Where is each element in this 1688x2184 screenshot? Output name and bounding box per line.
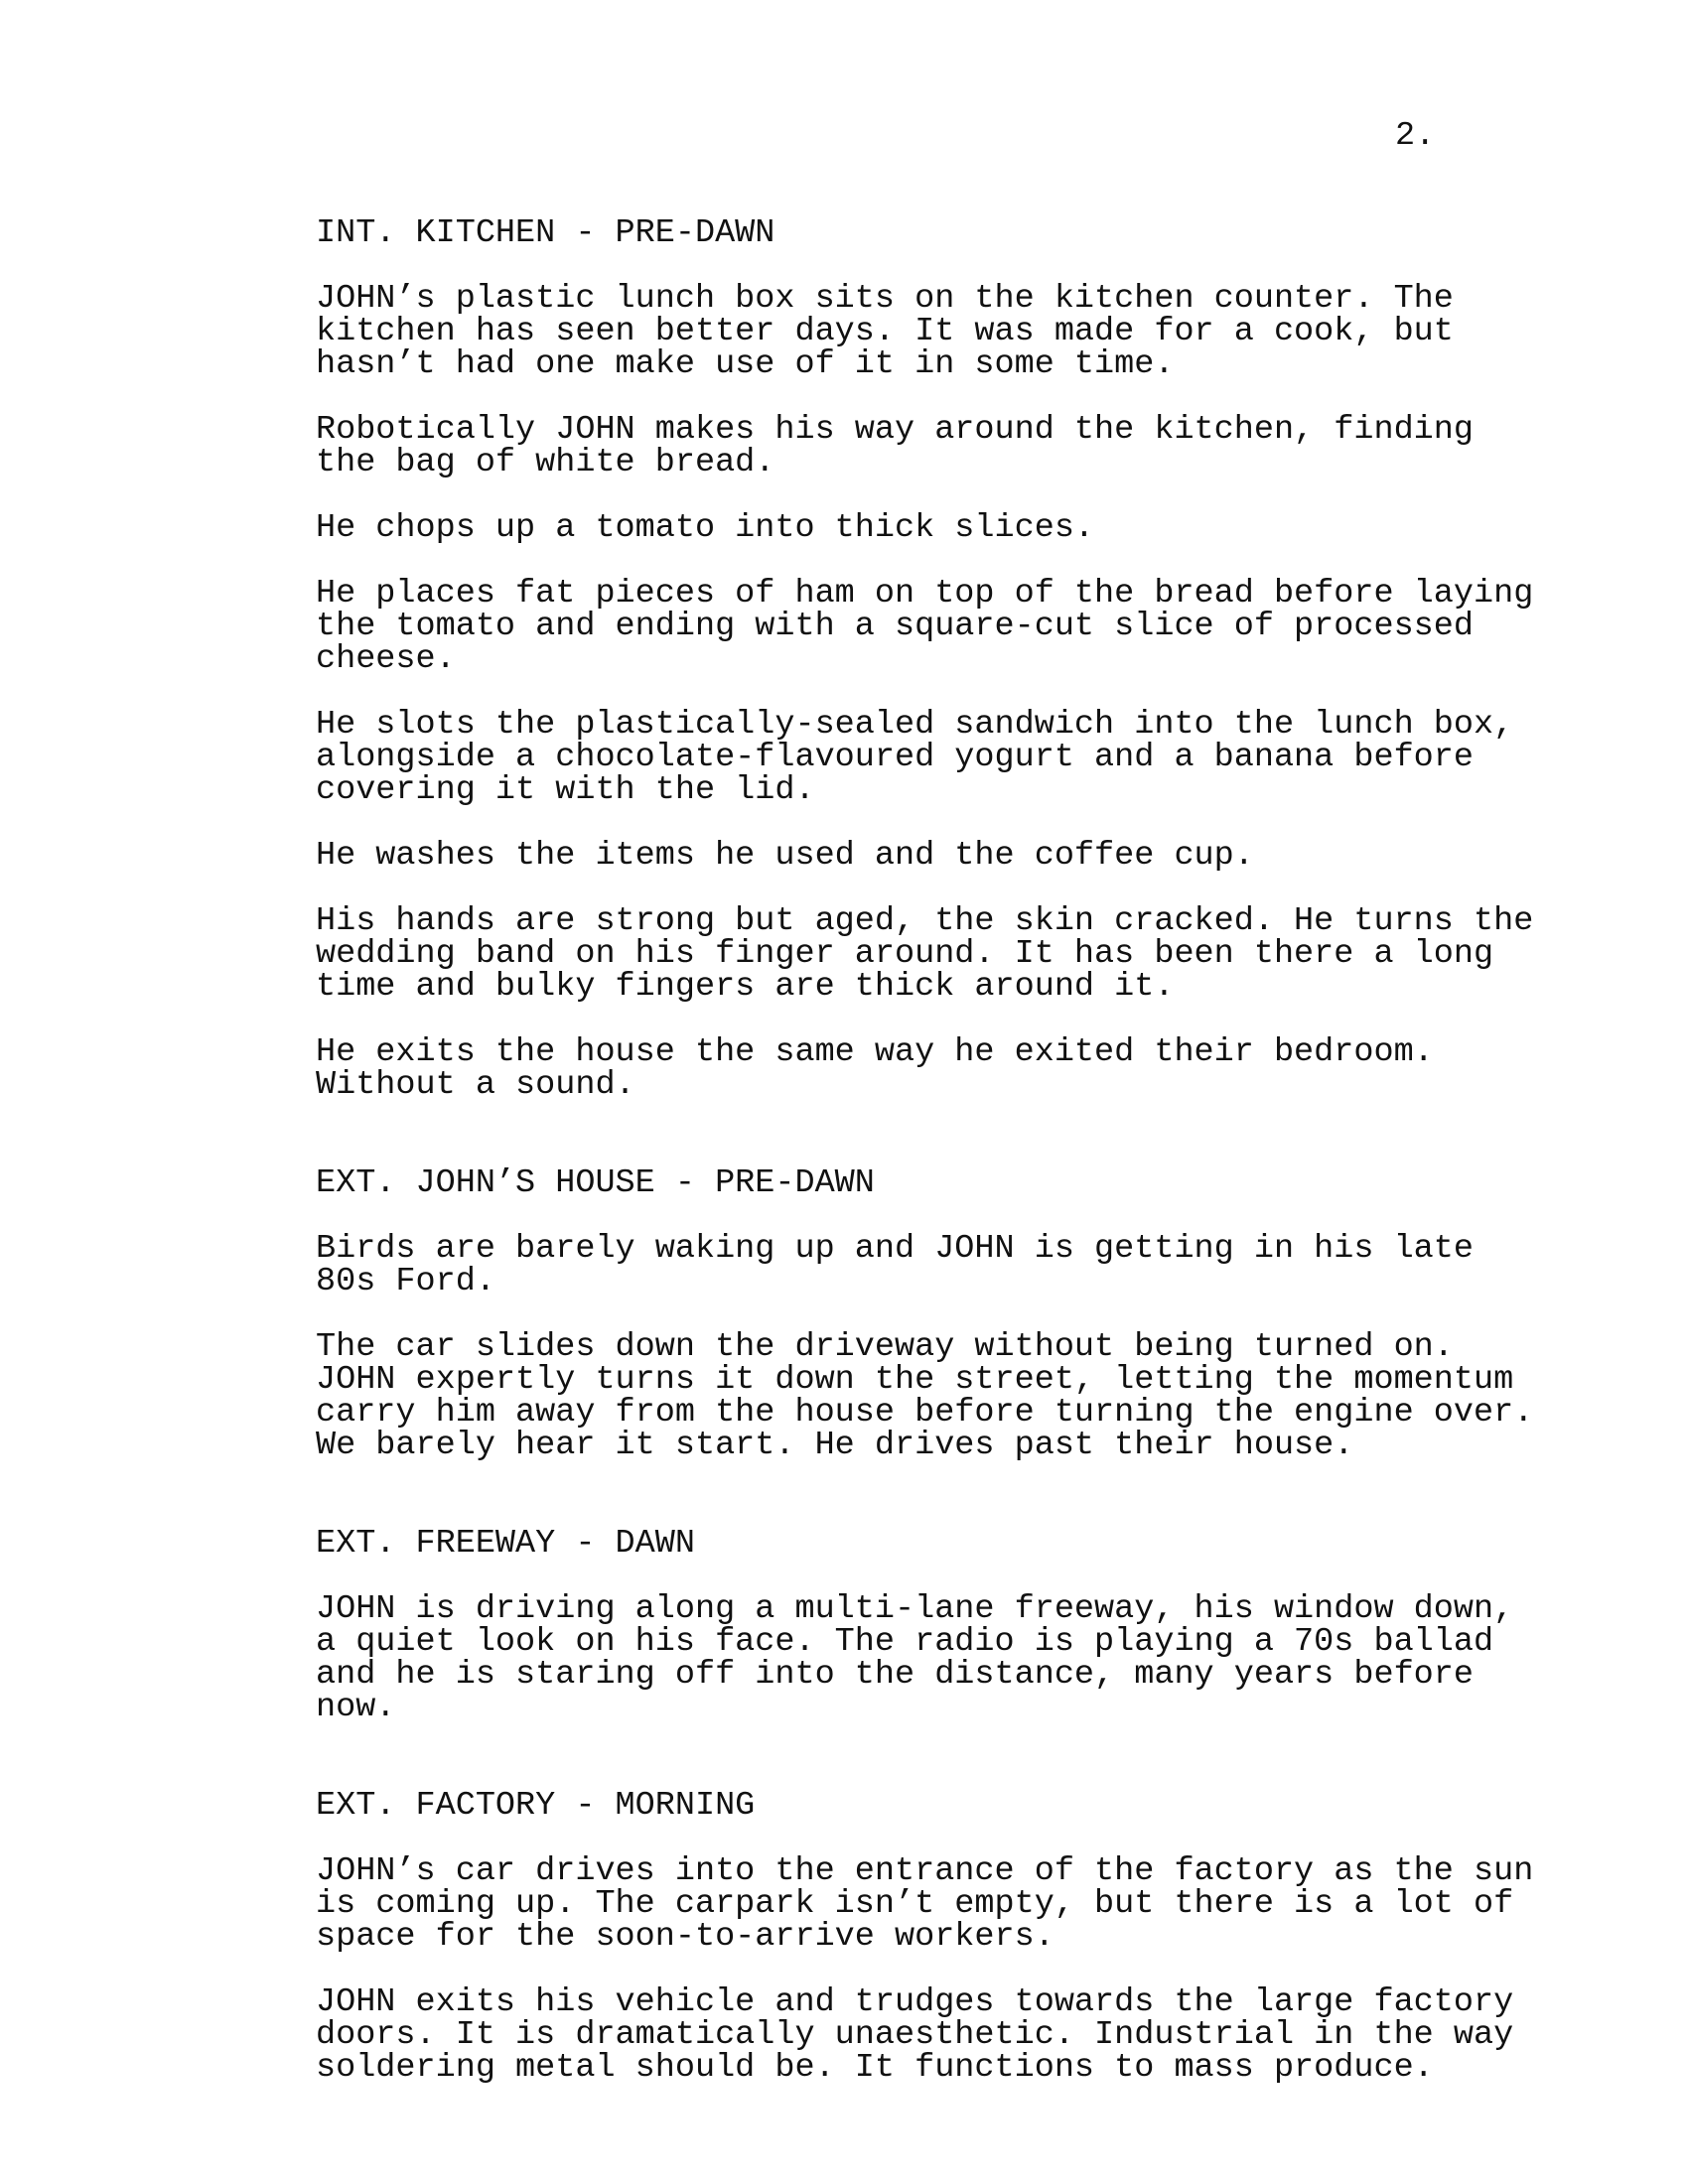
action-line: JOHN expertly turns it down the street, letting the momentum — [316, 1361, 1514, 1399]
action-paragraph — [316, 1590, 1514, 1726]
action-line: covering it with the lid. — [316, 771, 815, 809]
action-line: soldering metal should be. It functions to mass produce. — [316, 2049, 1434, 2087]
action-line: kitchen has seen better days. It was made for a cook, but — [316, 313, 1454, 350]
action-line: He washes the items he used and the coffee cup. — [316, 837, 1254, 875]
action-line: JOHN exits his vehicle and trudges towards the large factory — [316, 1983, 1514, 2021]
action-line: Without a sound. — [316, 1066, 635, 1104]
action-line: Birds are barely waking up and JOHN is getting in his late — [316, 1230, 1474, 1268]
action-line: cheese. — [316, 640, 456, 678]
action-paragraph — [316, 1033, 1507, 1104]
action-line: the tomato and ending with a square-cut slice of processed — [316, 608, 1474, 645]
action-paragraph — [316, 575, 1534, 678]
script-body — [316, 214, 1534, 2087]
action-line: The car slides down the driveway without being turned on. — [316, 1328, 1454, 1366]
action-line: He places fat pieces of ham on top of the bread before laying — [316, 575, 1534, 613]
action-line: alongside a chocolate-flavoured yogurt and a banana before — [316, 739, 1474, 776]
scene-heading: EXT. FACTORY - MORNING — [316, 1787, 756, 1825]
action-line: space for the soon-to-arrive workers. — [316, 1918, 1055, 1956]
action-paragraph — [316, 411, 1507, 481]
action-line: 80s Ford. — [316, 1263, 495, 1300]
action-line: is coming up. The carpark isn’t empty, but there is a lot of — [316, 1885, 1514, 1923]
action-line: Robotically JOHN makes his way around the kitchen, finding — [316, 411, 1474, 449]
scene-heading: EXT. JOHN’S HOUSE - PRE-DAWN — [316, 1164, 875, 1202]
action-line: carry him away from the house before turning the engine over. — [316, 1394, 1534, 1432]
action-line: JOHN is driving along a multi-lane freeway, his window down, — [316, 1590, 1514, 1628]
action-line: We barely hear it start. He drives past their house. — [316, 1427, 1354, 1464]
action-paragraph — [316, 706, 1514, 809]
action-line: JOHN’s car drives into the entrance of the factory as the sun — [316, 1852, 1534, 1890]
action-line: hasn’t had one make use of it in some time. — [316, 345, 1175, 383]
action-line: wedding band on his finger around. It has been there a long — [316, 935, 1494, 973]
action-paragraph — [316, 902, 1534, 1006]
action-line: He slots the plastically-sealed sandwich into the lunch box, — [316, 706, 1514, 744]
action-paragraph — [316, 1852, 1534, 1956]
action-line: JOHN’s plastic lunch box sits on the kitchen counter. The — [316, 280, 1454, 318]
action-line: time and bulky fingers are thick around it. — [316, 968, 1175, 1006]
action-paragraph — [316, 1983, 1514, 2087]
action-line: His hands are strong but aged, the skin cracked. He turns the — [316, 902, 1534, 940]
action-paragraph — [316, 280, 1507, 383]
action-paragraph — [316, 1328, 1534, 1464]
action-line: He exits the house the same way he exited their bedroom. — [316, 1033, 1434, 1071]
action-line: a quiet look on his face. The radio is playing a 70s ballad — [316, 1623, 1494, 1661]
action-line: the bag of white bread. — [316, 444, 775, 481]
action-line: and he is staring off into the distance, many years before — [316, 1656, 1474, 1694]
action-line: now. — [316, 1689, 396, 1726]
scene-heading: INT. KITCHEN - PRE-DAWN — [316, 214, 775, 252]
action-line: He chops up a tomato into thick slices. — [316, 509, 1095, 547]
action-paragraph — [316, 837, 1507, 875]
action-paragraph — [316, 509, 1507, 547]
scene-heading: EXT. FREEWAY - DAWN — [316, 1525, 695, 1563]
page-number: 2. — [1395, 117, 1436, 155]
action-line: doors. It is dramatically unaesthetic. Industrial in the way — [316, 2016, 1514, 2054]
action-paragraph — [316, 1230, 1507, 1300]
